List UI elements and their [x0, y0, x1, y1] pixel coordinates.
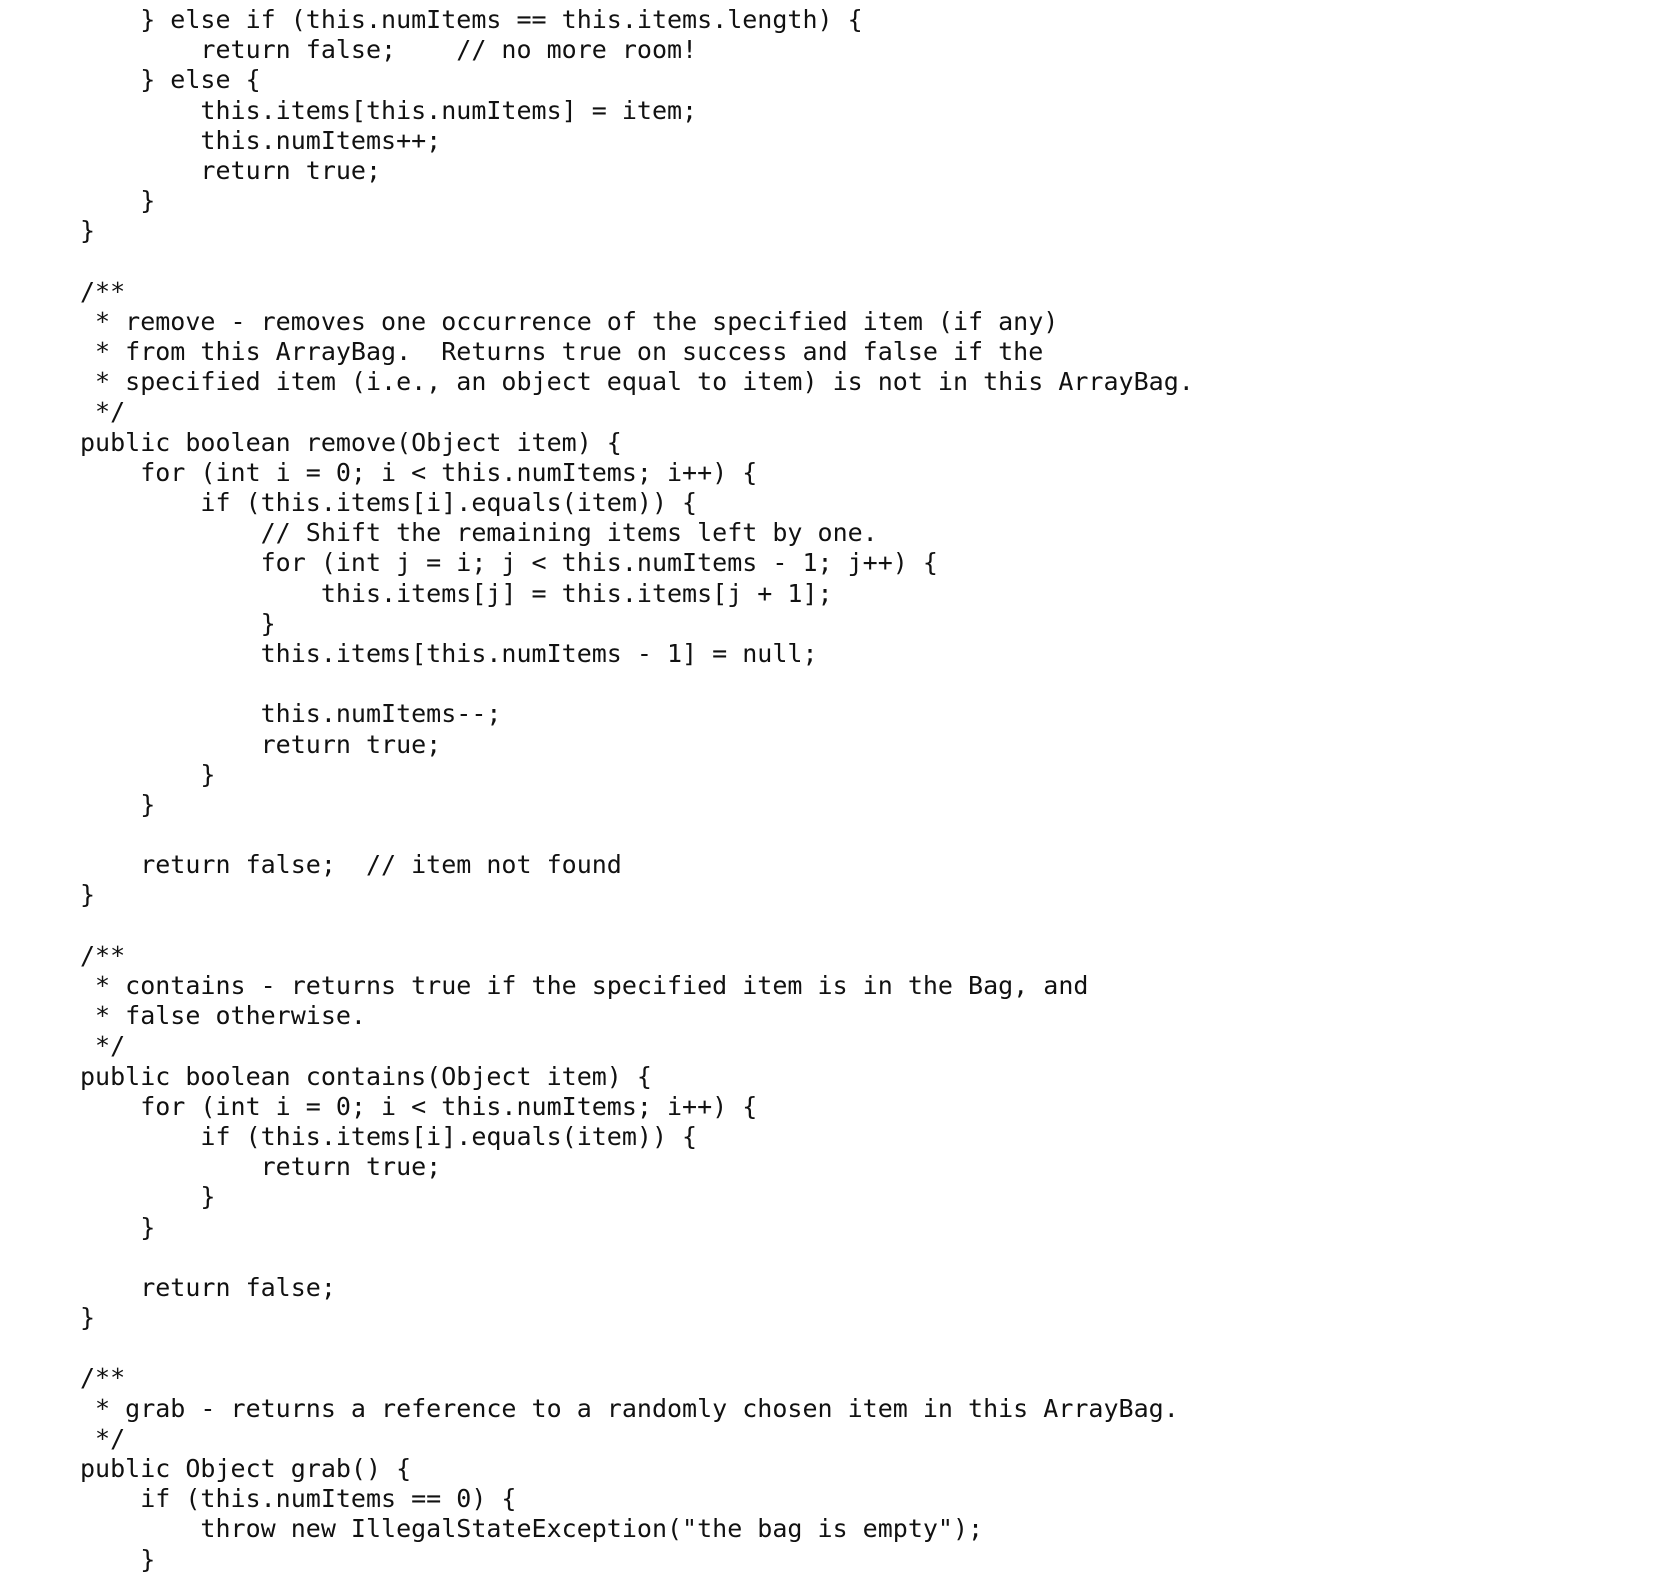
- code-line: this.items[this.numItems - 1] = null;: [80, 638, 818, 668]
- code-line: */: [80, 397, 126, 427]
- code-line: * contains - returns true if the specified item is in the Bag, and: [80, 971, 1089, 1000]
- code-line: [80, 1333, 1194, 1363]
- code-line: } else {: [80, 65, 261, 95]
- code-line: [80, 247, 1194, 277]
- code-line: */: [80, 1423, 126, 1453]
- code-line: public boolean remove(Object item) {: [80, 427, 622, 457]
- code-line: }: [80, 759, 216, 789]
- code-listing: [80, 5, 1194, 1575]
- code-line: // Shift the remaining items left by one.: [80, 518, 878, 548]
- code-line: return false;: [80, 1272, 336, 1302]
- code-line: if (this.numItems == 0) {: [80, 1484, 517, 1514]
- code-line: * false otherwise.: [80, 1001, 366, 1031]
- code-line: public boolean contains(Object item) {: [80, 1061, 652, 1091]
- code-line: }: [80, 216, 96, 246]
- code-line: } else if (this.numItems == this.items.length) {: [80, 5, 863, 34]
- code-line: for (int i = 0; i < this.numItems; i++) {: [80, 1091, 758, 1121]
- code-line: return true;: [80, 729, 442, 759]
- code-line: this.items[this.numItems] = item;: [80, 95, 698, 125]
- code-line: return false; // no more room!: [80, 35, 698, 65]
- code-line: * remove - removes one occurrence of the specified item (if any): [80, 306, 1059, 336]
- code-line: /**: [80, 940, 126, 970]
- code-line: /**: [80, 1363, 126, 1393]
- code-line: [80, 669, 1194, 699]
- code-line: * grab - returns a reference to a randomly chosen item in this ArrayBag.: [80, 1393, 1179, 1423]
- code-line: /**: [80, 276, 126, 306]
- code-line: [80, 911, 1194, 941]
- code-line: if (this.items[i].equals(item)) {: [80, 488, 698, 517]
- code-line: }: [80, 1212, 156, 1242]
- code-line: public Object grab() {: [80, 1454, 412, 1483]
- code-line: }: [80, 608, 276, 638]
- code-line: throw new IllegalStateException("the bag is empty");: [80, 1514, 984, 1544]
- code-line: }: [80, 186, 156, 216]
- code-line: return true;: [80, 155, 382, 185]
- code-line: this.numItems--;: [80, 699, 502, 729]
- code-line: for (int j = i; j < this.numItems - 1; j++) {: [80, 548, 938, 578]
- code-line: [80, 1243, 1194, 1273]
- code-line: this.numItems++;: [80, 125, 442, 155]
- code-line: }: [80, 789, 156, 819]
- code-line: for (int i = 0; i < this.numItems; i++) {: [80, 457, 758, 487]
- code-line: [80, 820, 1194, 850]
- code-line: */: [80, 1031, 126, 1061]
- code-line: }: [80, 880, 96, 910]
- code-line: * specified item (i.e., an object equal to item) is not in this ArrayBag.: [80, 367, 1194, 397]
- code-line: if (this.items[i].equals(item)) {: [80, 1121, 698, 1151]
- code-line: }: [80, 1182, 216, 1212]
- code-line: }: [80, 1544, 156, 1574]
- code-line: }: [80, 1303, 96, 1333]
- code-line: this.items[j] = this.items[j + 1];: [80, 578, 833, 608]
- code-line: return true;: [80, 1152, 442, 1182]
- code-line: return false; // item not found: [80, 850, 622, 880]
- code-line: * from this ArrayBag. Returns true on success and false if the: [80, 337, 1044, 367]
